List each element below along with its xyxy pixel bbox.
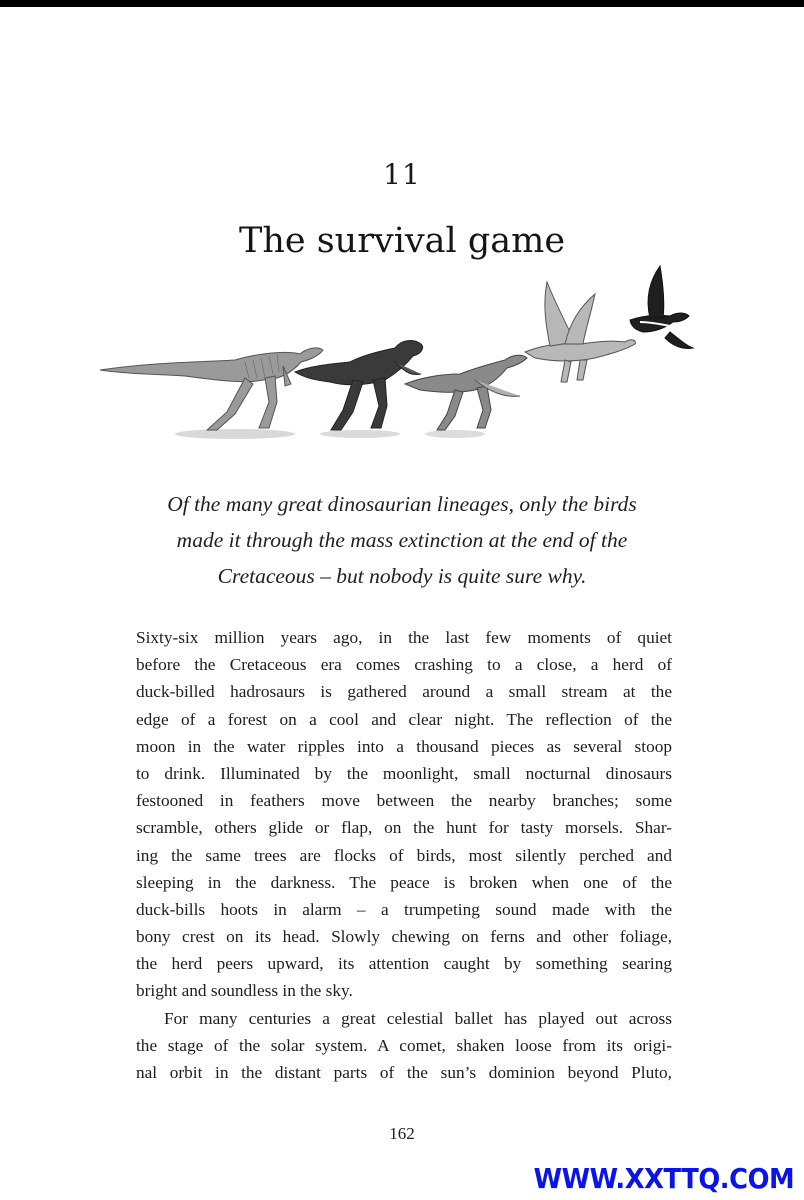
bird-dino-shadow <box>425 430 485 438</box>
body-line: before the Cretaceous era comes crashing to a close, a herd of <box>136 655 672 675</box>
primitive-bird-figure <box>525 282 635 382</box>
body-line: scramble, others glide or flap, on the hunt for tasty morsels. Shar- <box>136 818 672 838</box>
raptor-figure <box>100 348 323 430</box>
modern-bird-figure <box>630 266 693 349</box>
body-line: duck-billed hadrosaurs is gathered around a small stream at the <box>136 682 672 702</box>
body-line: Sixty-six million years ago, in the last few moments of quiet <box>136 628 672 647</box>
raptor-shadow <box>175 429 295 439</box>
body-line: ing the same trees are flocks of birds, most silently perched and <box>136 845 672 865</box>
body-line: bright and soundless in the sky. <box>136 981 353 1001</box>
epigraph-line: Cretaceous – but nobody is quite sure why. <box>217 564 587 588</box>
epigraph-line: Of the many great dinosaurian lineages, only the birds <box>167 492 637 516</box>
body-line: For many centuries a great celestial ballet has played out across <box>164 1008 672 1028</box>
chapter-number: 11 <box>383 158 421 191</box>
body-line: bony crest on its head. Slowly chewing on ferns and other foliage, <box>136 927 672 947</box>
body-line: the herd peers upward, its attention caught by something searing <box>136 954 672 974</box>
body-line: to drink. Illuminated by the moonlight, small nocturnal dinosaurs <box>136 763 672 783</box>
epigraph-line: made it through the mass extinction at the end of the <box>176 528 628 552</box>
body-line: moon in the water ripples into a thousand pieces as several stoop <box>136 736 672 756</box>
body-line: duck-bills hoots in alarm – a trumpeting sound made with the <box>136 899 672 919</box>
page-number: 162 <box>389 1124 415 1143</box>
body-line: the stage of the solar system. A comet, shaken loose from its origi- <box>136 1035 672 1055</box>
body-line: edge of a forest on a cool and clear night. The reflection of the <box>136 709 672 729</box>
body-line: nal orbit in the distant parts of the sun’s dominion beyond Pluto, <box>136 1063 672 1082</box>
body-text <box>136 624 672 1086</box>
top-rule <box>0 0 804 7</box>
chapter-epigraph <box>120 486 684 594</box>
chapter-title: The survival game <box>238 221 566 261</box>
body-line: sleeping in the darkness. The peace is broken when one of the <box>136 872 672 892</box>
site-watermark: WWW.XXTTQ.COM <box>533 1162 794 1195</box>
feathered-dino-shadow <box>320 430 400 438</box>
dinosaur-to-bird-illustration <box>95 262 695 452</box>
body-line: festooned in feathers move between the nearby branches; some <box>136 791 672 811</box>
